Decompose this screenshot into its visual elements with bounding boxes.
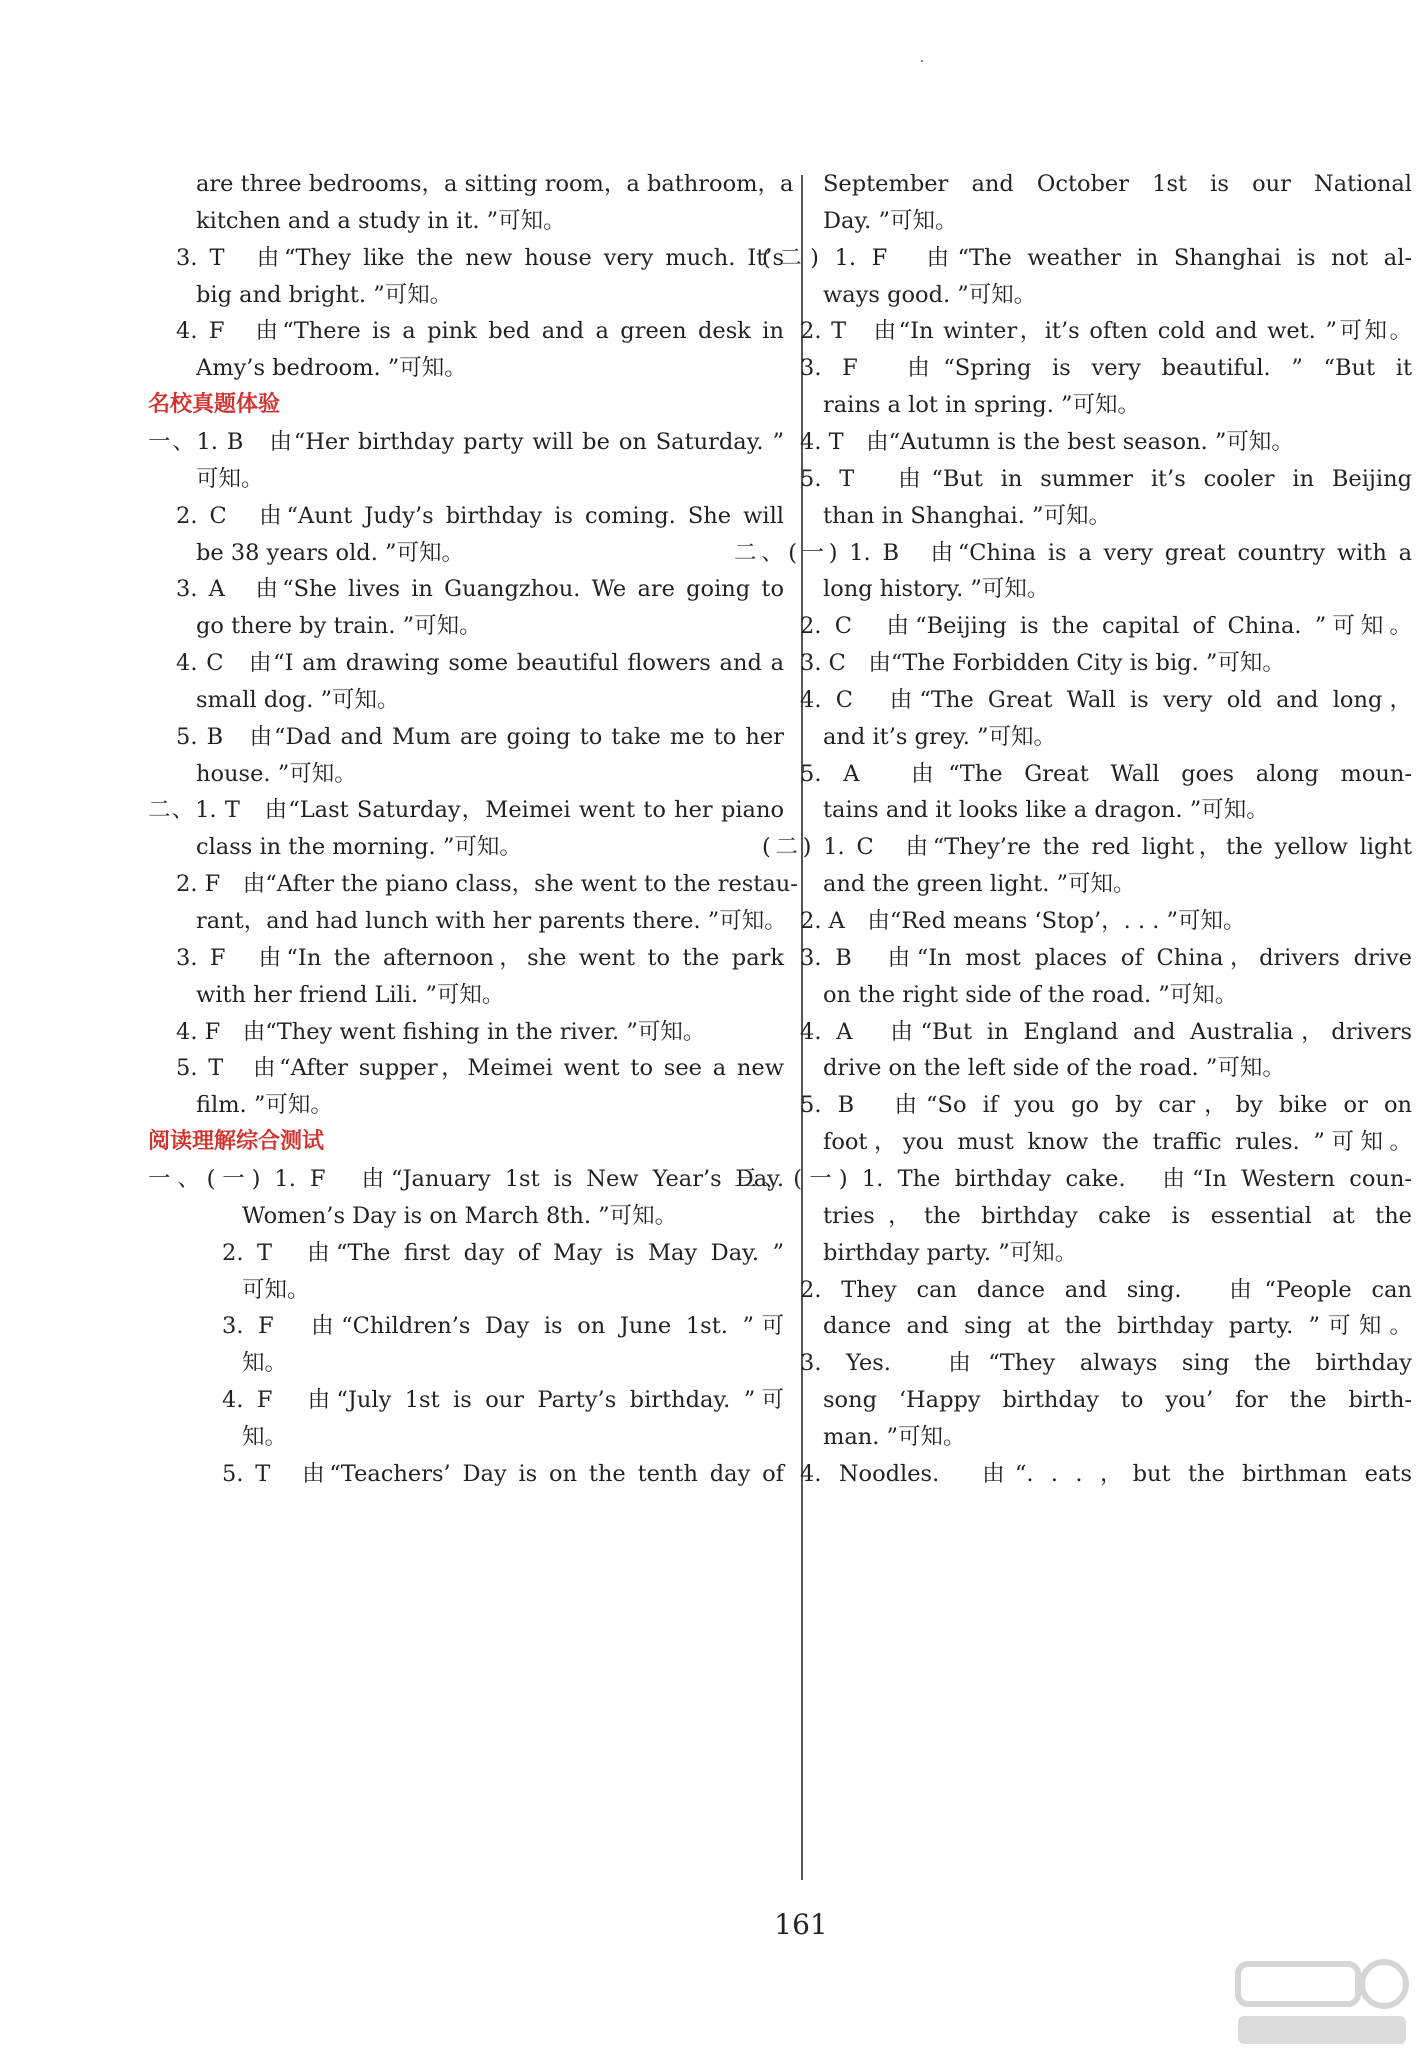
scan-dot xyxy=(921,60,923,62)
text-line: 二、1. T 由“Last Saturday，Meimei went to her piano xyxy=(148,797,784,824)
text-line: September and October 1st is our National xyxy=(823,171,1412,197)
text-line: 3. T 由“They like the new house very much. It’s xyxy=(176,244,784,271)
text-line: 3. B 由“In most places of China，drivers drive xyxy=(800,944,1412,971)
text-line: 2. T 由“In winter，it’s often cold and wet. ”可知。 xyxy=(800,318,1412,345)
text-line: Amy’s bedroom. ”可知。 xyxy=(196,355,467,382)
text-line: 知。 xyxy=(242,1350,288,1377)
text-line: 3. F 由“Spring is very beautiful. ” “But it xyxy=(800,355,1412,382)
text-line: kitchen and a study in it. ”可知。 xyxy=(196,207,566,234)
text-line: 可知。 xyxy=(242,1276,310,1303)
text-line: than in Shanghai. ”可知。 xyxy=(823,502,1112,529)
text-line: 3. C 由“The Forbidden City is big. ”可知。 xyxy=(800,650,1285,677)
text-line: 三、(一) 1. The birthday cake. 由“In Western coun- xyxy=(734,1165,1412,1192)
text-line: 3. F 由“Children’s Day is on June 1st. ”可 xyxy=(222,1313,784,1340)
text-line: 5. T 由“After supper，Meimei went to see a new xyxy=(176,1055,784,1082)
text-line: 3. A 由“She lives in Guangzhou. We are going to xyxy=(176,576,784,603)
text-line: 4. F 由“There is a pink bed and a green desk in xyxy=(176,318,784,345)
text-line: and the green light. ”可知。 xyxy=(823,871,1136,898)
text-line: rains a lot in spring. ”可知。 xyxy=(823,392,1140,419)
text-line: 4. A 由“But in England and Australia，drivers xyxy=(800,1018,1412,1045)
section-heading: 阅读理解综合测试 xyxy=(148,1129,325,1155)
text-line: small dog. ”可知。 xyxy=(196,686,400,713)
text-line: rant，and had lunch with her parents there. ”可知。 xyxy=(196,908,787,934)
text-line: 5. T 由“But in summer it’s cooler in Beijing xyxy=(800,465,1412,492)
text-line: 4. T 由“Autumn is the best season. ”可知。 xyxy=(800,428,1294,455)
text-line: song ‘Happy birthday to you’ for the birth- xyxy=(823,1387,1412,1414)
text-line: 2. They can dance and sing. 由“People can xyxy=(800,1276,1412,1303)
text-line: 二、(一) 1. B 由“China is a very great country with a xyxy=(734,539,1412,566)
text-line: ways good. ”可知。 xyxy=(823,281,1037,308)
text-line: (二) 1. C 由“They’re the red light，the yellow light xyxy=(762,834,1412,861)
text-line: 可知。 xyxy=(196,465,264,492)
text-line: be 38 years old. ”可知。 xyxy=(196,539,465,566)
section-heading: 名校真题体验 xyxy=(148,392,281,418)
text-line: go there by train. ”可知。 xyxy=(196,613,482,640)
text-line: drive on the left side of the road. ”可知。 xyxy=(823,1055,1285,1082)
text-line: house. ”可知。 xyxy=(196,760,357,787)
text-line: 5. B 由“Dad and Mum are going to take me to her xyxy=(176,723,784,750)
text-line: Day. ”可知。 xyxy=(823,207,958,234)
text-line: Women’s Day is on March 8th. ”可知。 xyxy=(242,1202,678,1229)
text-line: and it’s grey. ”可知。 xyxy=(823,723,1057,750)
text-line: 5. B 由“So if you go by car，by bike or on xyxy=(800,1092,1412,1119)
text-line: film. ”可知。 xyxy=(196,1092,333,1119)
text-line: 5. T 由“Teachers’ Day is on the tenth day of xyxy=(222,1460,784,1487)
text-line: are three bedrooms，a sitting room，a bathroom，a xyxy=(196,171,794,197)
text-line: 2. A 由“Red means ‘Stop’，. . . ”可知。 xyxy=(800,908,1246,934)
text-line: 4. C 由“I am drawing some beautiful flowers and a xyxy=(176,650,784,677)
text-line: 3. F 由“In the afternoon，she went to the park xyxy=(176,944,784,971)
text-line: tries，the birthday cake is essential at the xyxy=(823,1202,1412,1229)
text-line: tains and it looks like a dragon. ”可知。 xyxy=(823,797,1269,824)
text-line: (二) 1. F 由“The weather in Shanghai is not al- xyxy=(762,244,1412,271)
page-number: 161 xyxy=(774,1908,828,1941)
text-line: with her friend Lili. ”可知。 xyxy=(196,981,505,1008)
text-line: 2. T 由“The first day of May is May Day. ” xyxy=(222,1239,784,1266)
text-line: 知。 xyxy=(242,1423,288,1450)
text-line: 2. F 由“After the piano class，she went to the restau- xyxy=(176,871,798,898)
text-line: dance and sing at the birthday party. ”可知。 xyxy=(823,1313,1412,1340)
text-line: 2. C 由“Beijing is the capital of China. ”可知。 xyxy=(800,613,1412,640)
text-line: on the right side of the road. ”可知。 xyxy=(823,981,1238,1008)
text-line: 5. A 由“The Great Wall goes along moun- xyxy=(800,760,1412,787)
text-line: big and bright. ”可知。 xyxy=(196,281,453,308)
text-line: foot，you must know the traffic rules. ”可知。 xyxy=(823,1129,1412,1156)
text-line: 4. F 由“They went fishing in the river. ”可知。 xyxy=(176,1018,706,1045)
text-line: 一、(一) 1. F 由“January 1st is New Year’s Day. xyxy=(148,1165,784,1192)
text-line: 2. C 由“Aunt Judy’s birthday is coming. She will xyxy=(176,502,784,529)
text-line: 4. F 由“July 1st is our Party’s birthday. ”可 xyxy=(222,1387,784,1414)
watermark-logo-icon xyxy=(1232,1954,1412,2050)
text-line: 一、1. B 由“Her birthday party will be on Saturday. ” xyxy=(148,428,784,455)
text-line: 4. C 由“The Great Wall is very old and long， xyxy=(800,686,1412,713)
text-line: man. ”可知。 xyxy=(823,1423,966,1450)
text-line: 3. Yes. 由“They always sing the birthday xyxy=(800,1350,1412,1377)
text-line: birthday party. ”可知。 xyxy=(823,1239,1078,1266)
text-line: long history. ”可知。 xyxy=(823,576,1050,603)
text-line: 4. Noodles. 由“. . . ，but the birthman eats xyxy=(800,1460,1412,1487)
text-line: class in the morning. ”可知。 xyxy=(196,834,522,861)
